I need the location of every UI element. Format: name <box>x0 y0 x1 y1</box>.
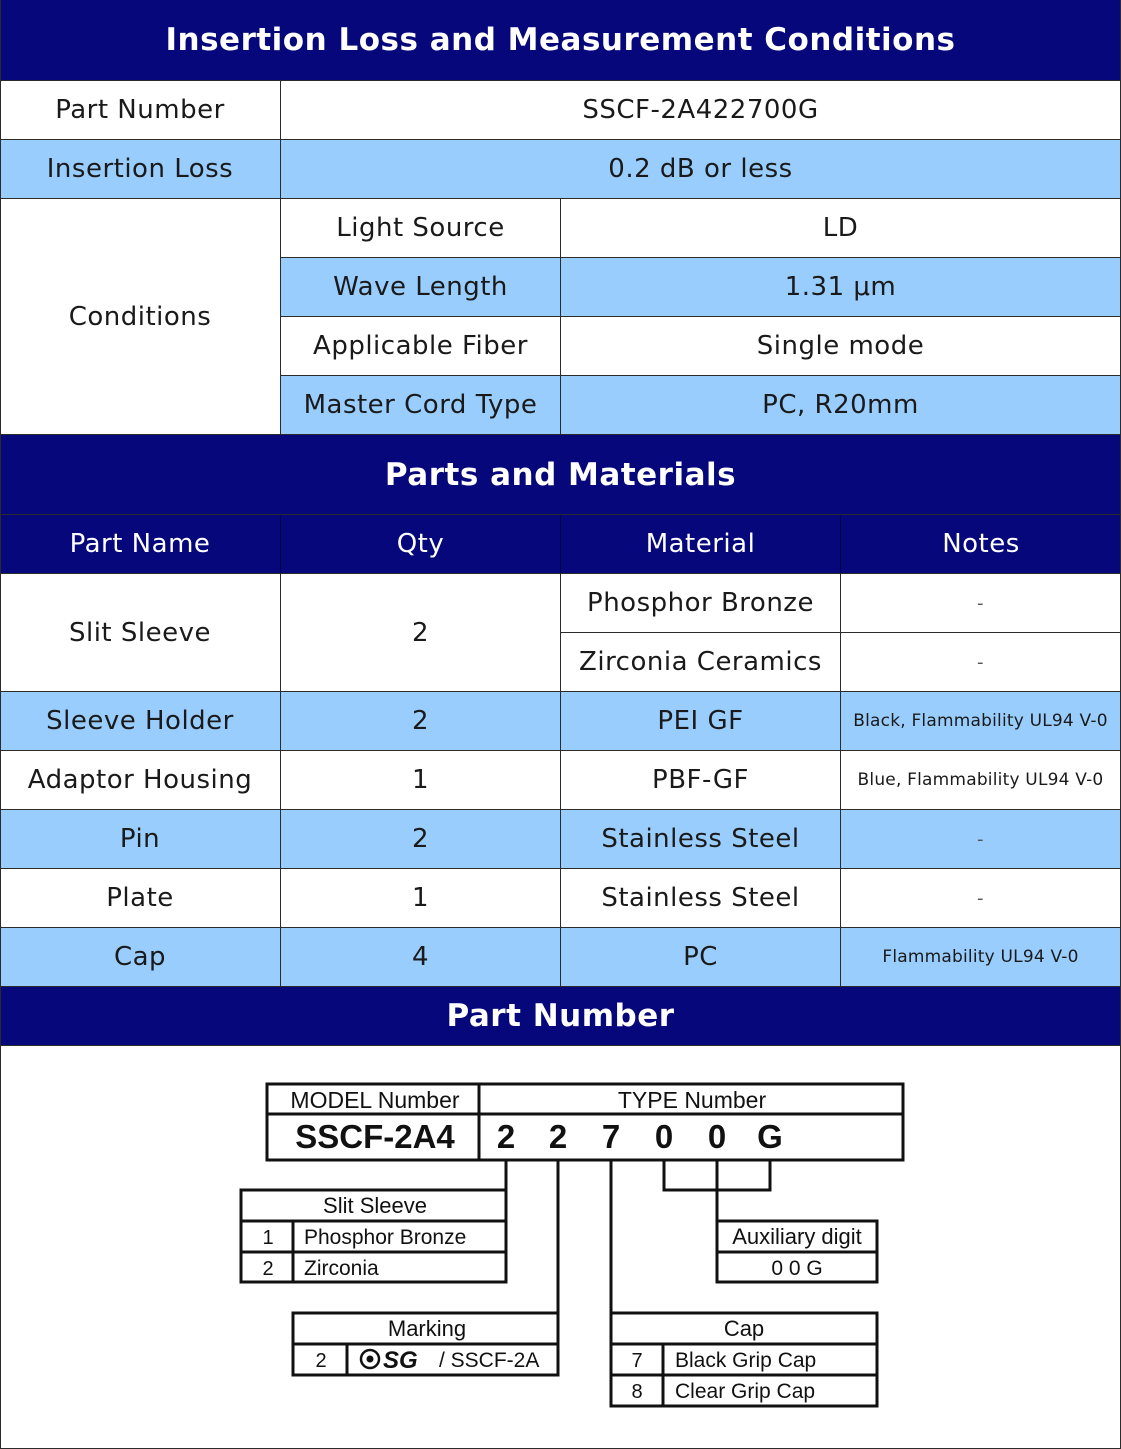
part-name: Pin <box>0 810 281 869</box>
part-number-diagram <box>0 1046 1121 1448</box>
part-qty: 4 <box>281 928 561 987</box>
part-number-label: Part Number <box>0 81 281 140</box>
part-notes: - <box>841 869 1121 928</box>
sg-logo-icon <box>361 1347 418 1374</box>
type-digit: 0 <box>654 1118 674 1155</box>
part-qty: 1 <box>281 869 561 928</box>
marking-logo-text: SG <box>383 1347 418 1374</box>
type-digit: G <box>757 1118 783 1155</box>
insertion-loss-label: Insertion Loss <box>0 140 281 199</box>
marking-code: 2 <box>315 1350 327 1372</box>
marking-value: / SSCF-2A <box>439 1349 540 1372</box>
marking-title: Marking <box>387 1316 467 1341</box>
auxiliary-digit-title: Auxiliary digit <box>732 1224 862 1249</box>
condition-value: LD <box>561 199 1121 258</box>
column-header-qty: Qty <box>281 515 561 574</box>
part-qty: 2 <box>281 574 561 692</box>
part-name: Adaptor Housing <box>0 751 281 810</box>
part-material: PBF-GF <box>561 751 841 810</box>
cap-option-code: 7 <box>631 1350 643 1372</box>
cap-option-label: Black Grip Cap <box>675 1349 817 1372</box>
part-name: Sleeve Holder <box>0 692 281 751</box>
auxiliary-digit-value: 0 0 G <box>771 1257 823 1280</box>
type-digit: 2 <box>548 1118 568 1155</box>
slit-sleeve-option-label: Zirconia <box>304 1257 379 1280</box>
part-number-section-title: Part Number <box>0 987 1121 1046</box>
condition-label: Light Source <box>281 199 561 258</box>
condition-label: Master Cord Type <box>281 376 561 435</box>
part-material: Phosphor Bronze <box>561 574 841 633</box>
type-digit: 2 <box>496 1118 516 1155</box>
column-header-material: Material <box>561 515 841 574</box>
part-qty: 1 <box>281 751 561 810</box>
slit-sleeve-option-code: 1 <box>262 1227 274 1249</box>
part-material: PC <box>561 928 841 987</box>
part-notes: Black, Flammability UL94 V-0 <box>841 692 1121 751</box>
part-material: Zirconia Ceramics <box>561 633 841 692</box>
model-number-value: SSCF-2A4 <box>295 1118 455 1155</box>
part-number-value: SSCF-2A422700G <box>281 81 1121 140</box>
model-number-header: MODEL Number <box>290 1087 460 1113</box>
part-notes: - <box>841 633 1121 692</box>
condition-label: Wave Length <box>281 258 561 317</box>
column-header-part-name: Part Name <box>0 515 281 574</box>
type-number-header: TYPE Number <box>617 1087 767 1113</box>
condition-value: PC, R20mm <box>561 376 1121 435</box>
part-notes: - <box>841 574 1121 633</box>
cap-option-label: Clear Grip Cap <box>675 1380 816 1403</box>
type-digit: 0 <box>707 1118 727 1155</box>
conditions-label: Conditions <box>0 199 281 435</box>
cap-title: Cap <box>723 1316 765 1341</box>
condition-label: Applicable Fiber <box>281 317 561 376</box>
part-qty: 2 <box>281 810 561 869</box>
slit-sleeve-option-code: 2 <box>262 1258 274 1280</box>
slit-sleeve-title: Slit Sleeve <box>323 1193 427 1218</box>
condition-value: Single mode <box>561 317 1121 376</box>
part-material: PEI GF <box>561 692 841 751</box>
column-header-notes: Notes <box>841 515 1121 574</box>
part-notes: Blue, Flammability UL94 V-0 <box>841 751 1121 810</box>
part-name: Cap <box>0 928 281 987</box>
type-digit: 7 <box>601 1118 621 1155</box>
part-name: Slit Sleeve <box>0 574 281 692</box>
part-name: Plate <box>0 869 281 928</box>
condition-value: 1.31 μm <box>561 258 1121 317</box>
insertion-loss-value: 0.2 dB or less <box>281 140 1121 199</box>
parts-section-title: Parts and Materials <box>0 435 1121 515</box>
insertion-section-title: Insertion Loss and Measurement Conditions <box>0 0 1121 81</box>
part-material: Stainless Steel <box>561 810 841 869</box>
part-material: Stainless Steel <box>561 869 841 928</box>
slit-sleeve-option-label: Phosphor Bronze <box>304 1226 467 1249</box>
cap-option-code: 8 <box>631 1381 643 1403</box>
part-notes: - <box>841 810 1121 869</box>
part-qty: 2 <box>281 692 561 751</box>
part-notes: Flammability UL94 V-0 <box>841 928 1121 987</box>
